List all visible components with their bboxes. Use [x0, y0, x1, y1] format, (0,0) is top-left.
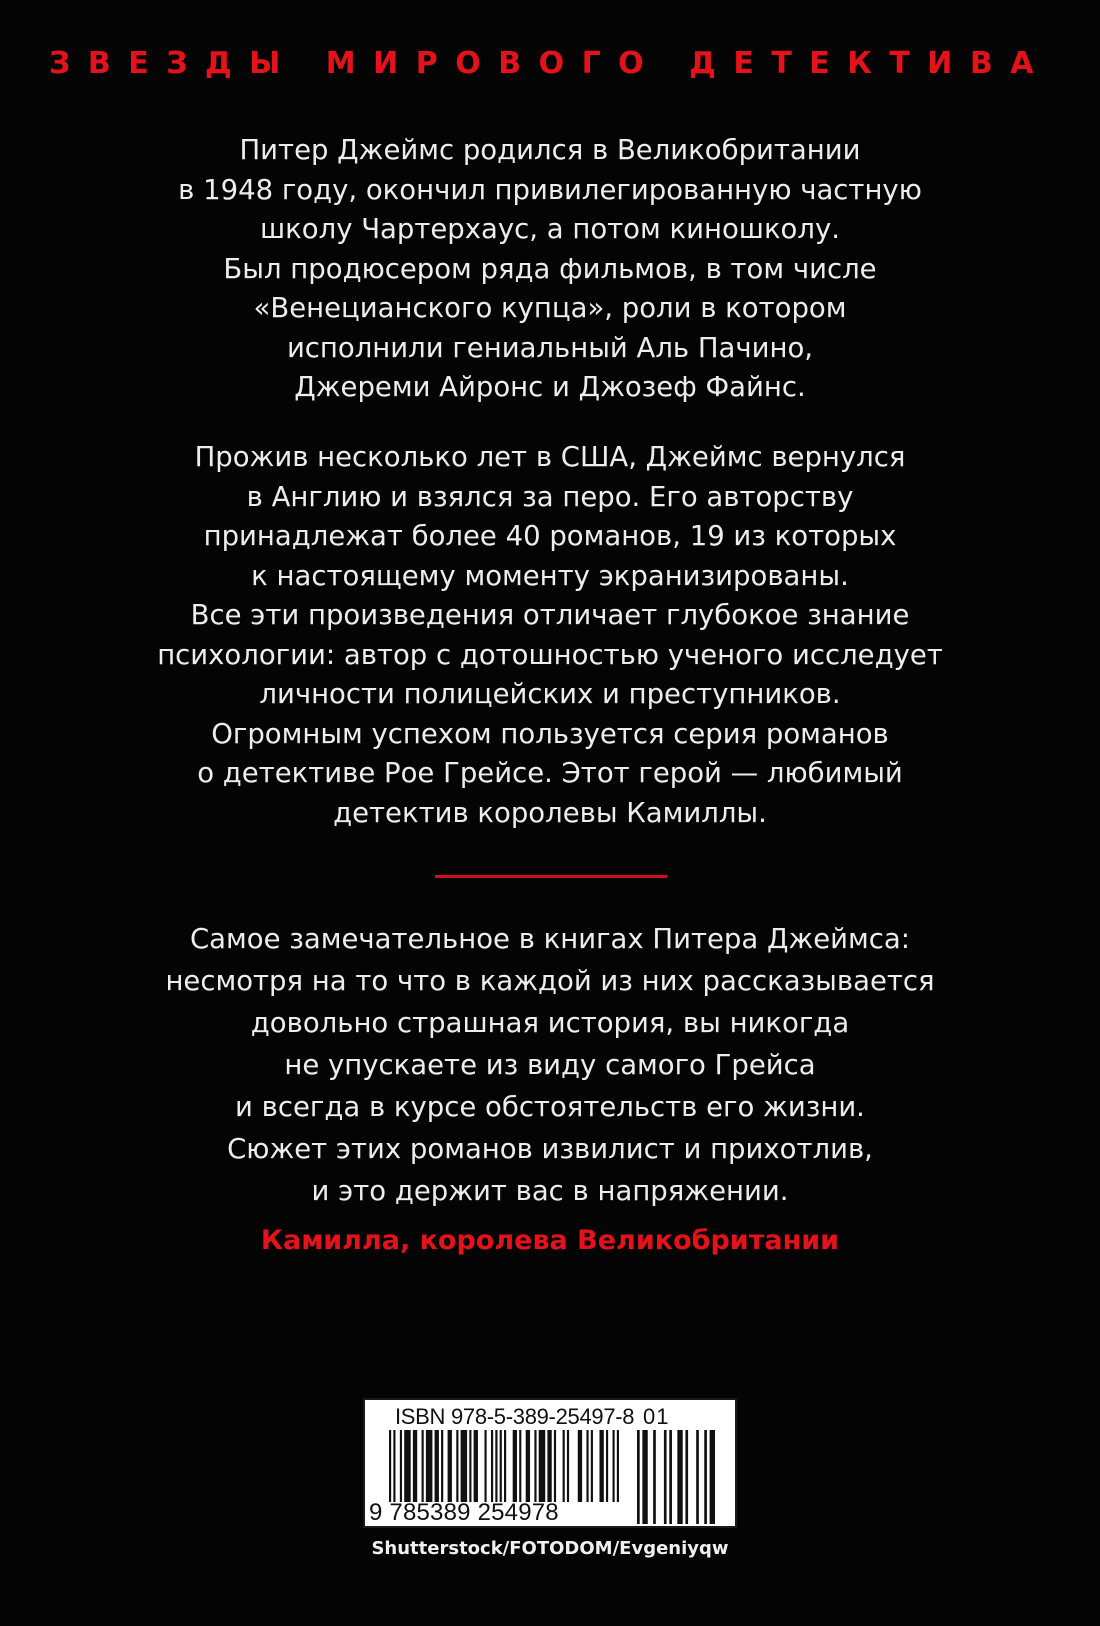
barcode-bar [554, 1430, 556, 1502]
barcode-bar [389, 1430, 391, 1502]
barcode-bar [469, 1430, 471, 1502]
text-line: Огромным успехом пользуется серия романов [211, 717, 889, 750]
barcode-bar [474, 1430, 478, 1502]
text-line: Питер Джеймс родился в Великобритании [239, 134, 861, 166]
barcode-bar [578, 1430, 582, 1502]
barcode-bar [495, 1430, 497, 1502]
isbn-barcode [363, 1398, 737, 1528]
barcode-bar [653, 1430, 656, 1524]
photo-credit: Shutterstock/FOTODOM/Evgeniyqw [371, 1538, 729, 1559]
text-line: Был продюсером ряда фильмов, в том числе [223, 252, 877, 285]
barcode-bar [413, 1430, 417, 1502]
text-line: Прожив несколько лет в США, Джеймс вернулся [194, 441, 906, 473]
barcode-bar [685, 1430, 688, 1524]
barcode-bar [484, 1430, 486, 1502]
barcode-bar [526, 1430, 530, 1502]
author-bio-paragraph-2 [0, 438, 1100, 833]
barcode-addon-code: 01 [643, 1404, 670, 1429]
barcode-bar [704, 1430, 707, 1524]
text-line: и всегда в курсе обстоятельств его жизни. [235, 1091, 865, 1123]
text-line: Джереми Айронс и Джозеф Файнс. [294, 371, 806, 403]
text-line: «Венецианского купца», роли в котором [253, 292, 847, 324]
text-line: к настоящему моменту экранизированы. [251, 559, 849, 592]
barcode-bar [456, 1430, 458, 1502]
text-line: и это держит вас в напряжении. [311, 1175, 789, 1207]
text-line: в Англию и взялся за перо. Его авторству [246, 480, 854, 513]
barcode-bar [422, 1430, 424, 1502]
red-divider [435, 875, 667, 878]
barcode-bar [586, 1430, 588, 1502]
barcode-bar [547, 1430, 551, 1502]
barcode-bar [563, 1430, 565, 1502]
barcode-bar [491, 1430, 493, 1502]
quote-paragraph [0, 918, 1100, 1212]
barcode-bar [637, 1430, 640, 1524]
barcode-bar [696, 1430, 699, 1524]
text-line: Самое замечательное в книгах Питера Джеймса: [189, 923, 910, 955]
barcode-digits: 9 785389 254978 [369, 1499, 559, 1526]
barcode-bar [435, 1430, 439, 1502]
text-line: принадлежат более 40 романов, 19 из которых [203, 520, 897, 552]
barcode-bar [400, 1430, 402, 1502]
barcode-bar [677, 1430, 682, 1524]
text-line: Сюжет этих романов извилист и прихотлив, [227, 1133, 873, 1165]
barcode-bar [448, 1430, 452, 1502]
barcode-bar [617, 1430, 619, 1502]
barcode-bar [599, 1430, 603, 1502]
barcode-bar [710, 1430, 715, 1524]
barcode-bar [441, 1430, 443, 1502]
barcode-bar [404, 1430, 411, 1502]
barcode-bar [642, 1430, 647, 1524]
barcode-bar [426, 1430, 433, 1502]
quote-attribution: Камилла, королева Великобритании [260, 1225, 840, 1256]
text-line: исполнили гениальный Аль Пачино, [286, 331, 814, 364]
barcode-bar [567, 1430, 569, 1502]
barcode-bar [519, 1430, 521, 1502]
text-line: довольно страшная история, вы никогда [250, 1007, 850, 1039]
text-line: не упускаете из виду самого Грейса [284, 1049, 816, 1081]
isbn-label: ISBN 978-5-389-25497-8 [395, 1404, 635, 1429]
text-line: личности полицейских и преступников. [259, 678, 841, 710]
barcode-bar [461, 1430, 468, 1502]
text-line: о детективе Рое Грейсе. Этот герой — любимый [197, 757, 903, 789]
barcode-bar [664, 1430, 667, 1524]
text-line: несмотря на то что в каждой из них рассказывается [165, 965, 935, 997]
barcode-bar [539, 1430, 546, 1502]
barcode-bar [606, 1430, 608, 1502]
barcode-bar [500, 1430, 502, 1502]
author-bio-paragraph-1 [0, 131, 1100, 408]
barcode-bars-main [389, 1430, 619, 1502]
barcode-bars-addon [637, 1430, 715, 1524]
barcode-bar [513, 1430, 517, 1502]
barcode-bar [612, 1430, 614, 1502]
text-line: школу Чартерхаус, а потом киношколу. [260, 213, 840, 245]
barcode-bar [591, 1430, 593, 1502]
barcode-bar [504, 1430, 506, 1502]
barcode-bar [669, 1430, 672, 1524]
text-line: детектив королевы Камиллы. [333, 796, 767, 829]
text-line: в 1948 году, окончил привилегированную частную [178, 173, 922, 206]
series-title: ЗВЕЗДЫ МИРОВОГО ДЕТЕКТИВА [49, 46, 1051, 81]
barcode-bar [393, 1430, 395, 1502]
barcode-bar [534, 1430, 536, 1502]
text-line: психологии: автор с дотошностью ученого исследует [157, 638, 943, 671]
text-line: Все эти произведения отличает глубокое знание [190, 599, 910, 631]
